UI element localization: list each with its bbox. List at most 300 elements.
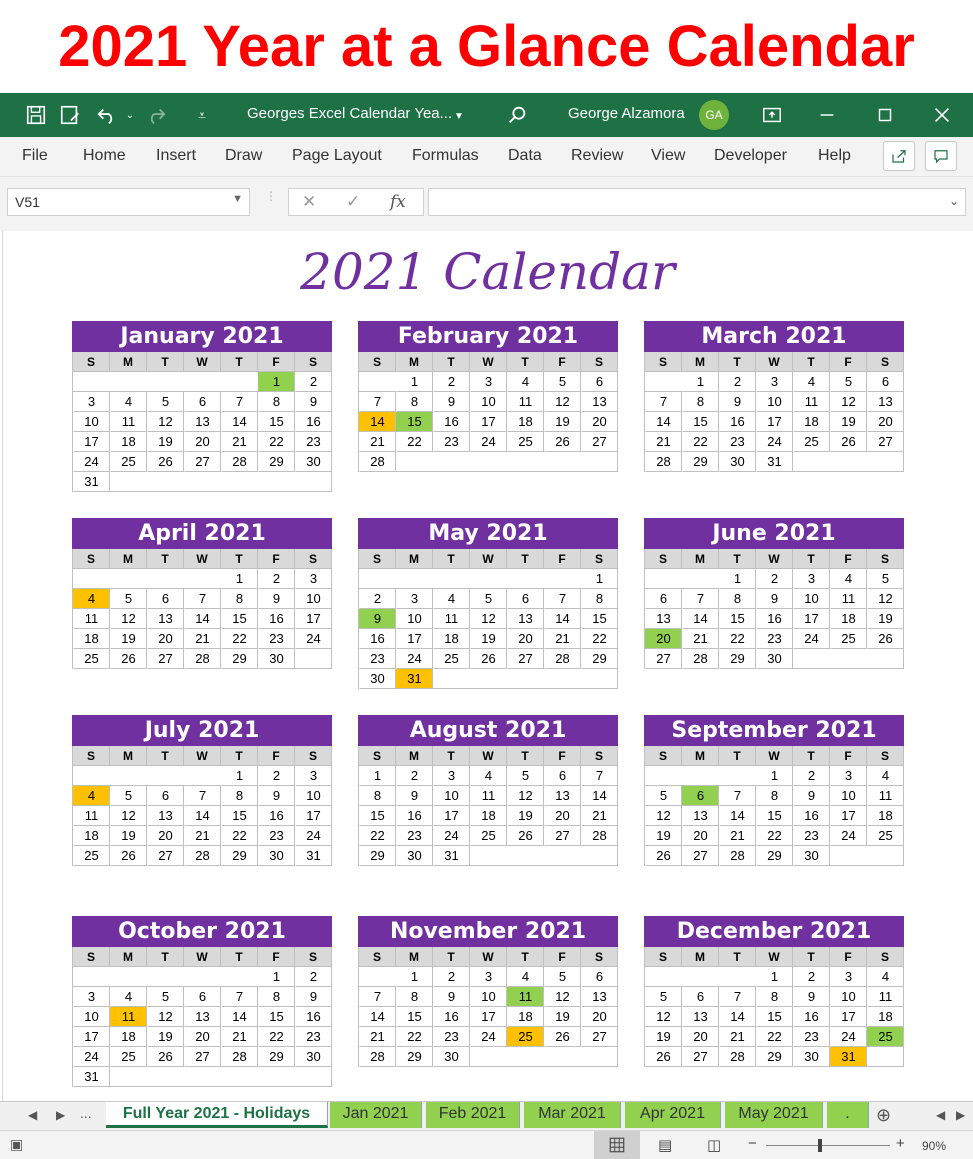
day-cell[interactable]: 15 [719,609,756,629]
day-cell[interactable]: 6 [147,589,184,609]
day-cell[interactable]: 26 [867,629,904,649]
weekday-header[interactable]: W [184,352,221,372]
empty-cell[interactable] [682,766,719,786]
weekday-header[interactable]: S [359,746,396,766]
day-cell[interactable]: 9 [396,786,433,806]
empty-cell[interactable] [184,766,221,786]
weekday-header[interactable]: S [73,352,110,372]
day-cell[interactable]: 28 [645,452,682,472]
empty-cell[interactable] [147,1067,184,1087]
empty-cell[interactable] [507,1047,544,1067]
day-cell[interactable]: 27 [682,846,719,866]
doc-title-dropdown-icon[interactable]: ▼ [454,110,464,122]
day-cell[interactable]: 6 [682,987,719,1007]
day-cell[interactable]: 13 [581,987,618,1007]
day-cell[interactable]: 13 [147,609,184,629]
tab-more-left[interactable]: ... [80,1105,92,1121]
day-cell[interactable]: 5 [147,392,184,412]
day-cell[interactable]: 11 [507,987,544,1007]
day-cell[interactable]: 22 [258,432,295,452]
empty-cell[interactable] [645,372,682,392]
day-cell[interactable]: 27 [645,649,682,669]
menu-insert[interactable]: Insert [156,147,197,164]
weekday-header[interactable]: S [295,746,332,766]
empty-cell[interactable] [470,846,507,866]
day-cell[interactable]: 16 [396,806,433,826]
day-cell[interactable]: 14 [645,412,682,432]
day-cell[interactable]: 24 [830,1027,867,1047]
day-cell[interactable]: 28 [184,649,221,669]
day-cell[interactable]: 18 [793,412,830,432]
day-cell[interactable]: 4 [507,967,544,987]
day-cell[interactable]: 16 [295,412,332,432]
day-cell[interactable]: 15 [756,1007,793,1027]
day-cell[interactable]: 9 [719,392,756,412]
empty-cell[interactable] [645,967,682,987]
day-cell[interactable]: 31 [73,472,110,492]
empty-cell[interactable] [295,649,332,669]
day-cell[interactable]: 10 [433,786,470,806]
empty-cell[interactable] [258,472,295,492]
day-cell[interactable]: 3 [793,569,830,589]
weekday-header[interactable]: S [867,352,904,372]
day-cell[interactable]: 19 [507,806,544,826]
day-cell[interactable]: 8 [221,786,258,806]
day-cell[interactable]: 22 [221,629,258,649]
day-cell[interactable]: 29 [581,649,618,669]
day-cell[interactable]: 13 [544,786,581,806]
day-cell[interactable]: 17 [295,806,332,826]
day-cell[interactable]: 7 [682,589,719,609]
month-header[interactable]: February 2021 [358,321,618,352]
day-cell[interactable]: 29 [719,649,756,669]
day-cell[interactable]: 17 [470,412,507,432]
day-cell[interactable]: 27 [544,826,581,846]
day-cell[interactable]: 18 [73,629,110,649]
empty-cell[interactable] [184,372,221,392]
menu-data[interactable]: Data [508,147,542,164]
name-box[interactable] [7,188,250,216]
day-cell[interactable]: 18 [830,609,867,629]
day-cell[interactable]: 11 [793,392,830,412]
tab-full-year[interactable]: Full Year 2021 - Holidays [106,1102,328,1128]
day-cell[interactable]: 19 [645,826,682,846]
day-cell[interactable]: 9 [295,392,332,412]
day-cell[interactable]: 17 [433,806,470,826]
weekday-header[interactable]: S [73,947,110,967]
day-cell[interactable]: 16 [359,629,396,649]
empty-cell[interactable] [830,452,867,472]
day-cell[interactable]: 24 [73,452,110,472]
weekday-header[interactable]: S [359,352,396,372]
day-cell[interactable]: 18 [507,412,544,432]
day-cell[interactable]: 3 [756,372,793,392]
day-cell[interactable]: 18 [433,629,470,649]
day-cell[interactable]: 4 [110,392,147,412]
day-cell[interactable]: 30 [719,452,756,472]
day-cell[interactable]: 25 [110,452,147,472]
weekday-header[interactable]: S [645,746,682,766]
day-cell[interactable]: 6 [184,987,221,1007]
name-box-dropdown-icon[interactable]: ▼ [232,193,243,205]
day-cell[interactable]: 4 [73,786,110,806]
tab-feb[interactable]: Feb 2021 [426,1102,520,1128]
day-cell[interactable]: 9 [258,786,295,806]
day-cell[interactable]: 14 [544,609,581,629]
day-cell[interactable]: 24 [295,826,332,846]
empty-cell[interactable] [221,1067,258,1087]
undo-icon[interactable] [95,103,119,127]
day-cell[interactable]: 27 [682,1047,719,1067]
empty-cell[interactable] [507,569,544,589]
empty-cell[interactable] [147,967,184,987]
drag-handle-icon[interactable]: ⋮ [265,189,277,203]
weekday-header[interactable]: S [867,947,904,967]
day-cell[interactable]: 19 [147,1027,184,1047]
day-cell[interactable]: 1 [221,569,258,589]
day-cell[interactable]: 26 [470,649,507,669]
day-cell[interactable]: 1 [359,766,396,786]
empty-cell[interactable] [830,846,867,866]
weekday-header[interactable]: T [793,746,830,766]
day-cell[interactable]: 30 [359,669,396,689]
day-cell[interactable]: 28 [581,826,618,846]
day-cell[interactable]: 12 [507,786,544,806]
weekday-header[interactable]: T [433,352,470,372]
weekday-header[interactable]: T [147,746,184,766]
empty-cell[interactable] [359,372,396,392]
day-cell[interactable]: 18 [507,1007,544,1027]
day-cell[interactable]: 31 [396,669,433,689]
worksheet[interactable] [2,231,971,1101]
day-cell[interactable]: 10 [470,987,507,1007]
day-cell[interactable]: 7 [221,987,258,1007]
day-cell[interactable]: 21 [719,1027,756,1047]
day-cell[interactable]: 28 [221,1047,258,1067]
hscroll-left-icon[interactable]: ◀ [936,1108,946,1122]
redo-icon[interactable] [144,103,168,127]
day-cell[interactable]: 3 [295,766,332,786]
day-cell[interactable]: 20 [147,826,184,846]
day-cell[interactable]: 5 [110,786,147,806]
empty-cell[interactable] [221,372,258,392]
weekday-header[interactable]: S [359,549,396,569]
day-cell[interactable]: 16 [258,609,295,629]
day-cell[interactable]: 17 [830,1007,867,1027]
day-cell[interactable]: 8 [719,589,756,609]
day-cell[interactable]: 29 [396,1047,433,1067]
day-cell[interactable]: 11 [433,609,470,629]
weekday-header[interactable]: F [830,352,867,372]
day-cell[interactable]: 31 [295,846,332,866]
day-cell[interactable]: 23 [295,1027,332,1047]
weekday-header[interactable]: S [867,549,904,569]
menu-file[interactable]: File [22,147,48,164]
weekday-header[interactable]: T [793,947,830,967]
weekday-header[interactable]: T [147,947,184,967]
day-cell[interactable]: 19 [110,629,147,649]
customize-toolbar-icon[interactable]: ⩡ [198,106,206,123]
day-cell[interactable]: 15 [359,806,396,826]
day-cell[interactable]: 21 [359,432,396,452]
day-cell[interactable]: 29 [756,846,793,866]
day-cell[interactable]: 2 [433,372,470,392]
empty-cell[interactable] [470,569,507,589]
weekday-header[interactable]: M [110,947,147,967]
day-cell[interactable]: 27 [184,1047,221,1067]
day-cell[interactable]: 18 [470,806,507,826]
empty-cell[interactable] [396,569,433,589]
day-cell[interactable]: 8 [221,589,258,609]
day-cell[interactable]: 12 [544,392,581,412]
day-cell[interactable]: 22 [396,432,433,452]
cancel-icon[interactable]: ✕ [302,192,317,211]
empty-cell[interactable] [184,472,221,492]
day-cell[interactable]: 6 [507,589,544,609]
day-cell[interactable]: 28 [682,649,719,669]
weekday-header[interactable]: T [507,352,544,372]
day-cell[interactable]: 20 [645,629,682,649]
day-cell[interactable]: 27 [581,432,618,452]
day-cell[interactable]: 15 [682,412,719,432]
day-cell[interactable]: 2 [793,967,830,987]
day-cell[interactable]: 6 [581,372,618,392]
empty-cell[interactable] [581,1047,618,1067]
day-cell[interactable]: 9 [793,987,830,1007]
day-cell[interactable]: 19 [645,1027,682,1047]
day-cell[interactable]: 23 [258,629,295,649]
day-cell[interactable]: 27 [147,846,184,866]
day-cell[interactable]: 11 [110,1007,147,1027]
empty-cell[interactable] [147,569,184,589]
menu-formulas[interactable]: Formulas [412,147,479,164]
empty-cell[interactable] [470,452,507,472]
day-cell[interactable]: 3 [396,589,433,609]
day-cell[interactable]: 19 [110,826,147,846]
page-break-view-icon[interactable]: ◫ [707,1137,722,1154]
day-cell[interactable]: 10 [73,412,110,432]
day-cell[interactable]: 23 [433,432,470,452]
day-cell[interactable]: 29 [682,452,719,472]
day-cell[interactable]: 8 [258,392,295,412]
day-cell[interactable]: 11 [507,392,544,412]
day-cell[interactable]: 2 [793,766,830,786]
day-cell[interactable]: 19 [867,609,904,629]
tab-apr[interactable]: Apr 2021 [625,1102,721,1128]
day-cell[interactable]: 2 [295,372,332,392]
empty-cell[interactable] [544,569,581,589]
empty-cell[interactable] [507,452,544,472]
day-cell[interactable]: 3 [470,967,507,987]
day-cell[interactable]: 15 [756,806,793,826]
day-cell[interactable]: 25 [470,826,507,846]
day-cell[interactable]: 1 [221,766,258,786]
day-cell[interactable]: 22 [396,1027,433,1047]
day-cell[interactable]: 11 [110,412,147,432]
day-cell[interactable]: 19 [470,629,507,649]
day-cell[interactable]: 3 [433,766,470,786]
day-cell[interactable]: 27 [507,649,544,669]
month-header[interactable]: March 2021 [644,321,904,352]
day-cell[interactable]: 15 [221,806,258,826]
day-cell[interactable]: 27 [184,452,221,472]
weekday-header[interactable]: S [867,746,904,766]
day-cell[interactable]: 4 [110,987,147,1007]
month-header[interactable]: August 2021 [358,715,618,746]
weekday-header[interactable]: M [110,746,147,766]
day-cell[interactable]: 22 [756,1027,793,1047]
weekday-header[interactable]: M [682,746,719,766]
empty-cell[interactable] [470,1047,507,1067]
day-cell[interactable]: 8 [756,987,793,1007]
empty-cell[interactable] [359,967,396,987]
empty-cell[interactable] [221,472,258,492]
weekday-header[interactable]: S [359,947,396,967]
day-cell[interactable]: 23 [793,826,830,846]
day-cell[interactable]: 6 [581,967,618,987]
day-cell[interactable]: 25 [793,432,830,452]
weekday-header[interactable]: T [793,549,830,569]
day-cell[interactable]: 10 [830,987,867,1007]
day-cell[interactable]: 13 [147,806,184,826]
day-cell[interactable]: 8 [581,589,618,609]
month-header[interactable]: June 2021 [644,518,904,549]
day-cell[interactable]: 13 [507,609,544,629]
day-cell[interactable]: 28 [359,452,396,472]
weekday-header[interactable]: T [221,746,258,766]
day-cell[interactable]: 12 [830,392,867,412]
save-as-icon[interactable] [58,103,82,127]
weekday-header[interactable]: F [830,947,867,967]
day-cell[interactable]: 10 [470,392,507,412]
weekday-header[interactable]: M [682,352,719,372]
day-cell[interactable]: 14 [359,1007,396,1027]
day-cell[interactable]: 8 [682,392,719,412]
weekday-header[interactable]: F [544,549,581,569]
day-cell[interactable]: 10 [295,589,332,609]
weekday-header[interactable]: T [433,746,470,766]
day-cell[interactable]: 5 [147,987,184,1007]
day-cell[interactable]: 7 [184,786,221,806]
day-cell[interactable]: 5 [867,569,904,589]
day-cell[interactable]: 6 [645,589,682,609]
day-cell[interactable]: 1 [258,967,295,987]
day-cell[interactable]: 14 [359,412,396,432]
day-cell[interactable]: 25 [433,649,470,669]
empty-cell[interactable] [645,766,682,786]
day-cell[interactable]: 14 [221,1007,258,1027]
maximize-icon[interactable] [873,103,897,127]
day-cell[interactable]: 15 [258,1007,295,1027]
empty-cell[interactable] [184,1067,221,1087]
day-cell[interactable]: 26 [110,846,147,866]
weekday-header[interactable]: M [682,947,719,967]
weekday-header[interactable]: S [73,746,110,766]
insert-function-icon[interactable]: fx [390,192,406,212]
day-cell[interactable]: 1 [581,569,618,589]
menu-developer[interactable]: Developer [714,147,787,164]
weekday-header[interactable]: F [258,746,295,766]
day-cell[interactable]: 13 [682,806,719,826]
day-cell[interactable]: 25 [867,1027,904,1047]
month-header[interactable]: September 2021 [644,715,904,746]
day-cell[interactable]: 7 [359,987,396,1007]
month-header[interactable]: October 2021 [72,916,332,947]
day-cell[interactable]: 29 [221,649,258,669]
day-cell[interactable]: 7 [719,987,756,1007]
weekday-header[interactable]: T [433,947,470,967]
day-cell[interactable]: 18 [73,826,110,846]
day-cell[interactable]: 21 [359,1027,396,1047]
empty-cell[interactable] [73,569,110,589]
day-cell[interactable]: 25 [507,1027,544,1047]
day-cell[interactable]: 8 [756,786,793,806]
day-cell[interactable]: 20 [581,1007,618,1027]
weekday-header[interactable]: T [507,549,544,569]
day-cell[interactable]: 14 [719,806,756,826]
day-cell[interactable]: 17 [73,1027,110,1047]
empty-cell[interactable] [867,846,904,866]
day-cell[interactable]: 13 [682,1007,719,1027]
weekday-header[interactable]: W [756,947,793,967]
day-cell[interactable]: 28 [719,846,756,866]
day-cell[interactable]: 15 [396,412,433,432]
day-cell[interactable]: 31 [830,1047,867,1067]
weekday-header[interactable]: F [830,746,867,766]
day-cell[interactable]: 11 [830,589,867,609]
weekday-header[interactable]: S [73,549,110,569]
day-cell[interactable]: 2 [433,967,470,987]
day-cell[interactable]: 5 [110,589,147,609]
weekday-header[interactable]: T [793,352,830,372]
day-cell[interactable]: 16 [756,609,793,629]
day-cell[interactable]: 5 [507,766,544,786]
share-button[interactable] [883,141,915,171]
document-title[interactable]: Georges Excel Calendar Yea... [247,105,453,122]
day-cell[interactable]: 24 [830,826,867,846]
weekday-header[interactable]: W [756,549,793,569]
day-cell[interactable]: 11 [73,609,110,629]
day-cell[interactable]: 10 [830,786,867,806]
day-cell[interactable]: 15 [258,412,295,432]
expand-formula-bar-icon[interactable]: ⌄ [948,194,959,208]
day-cell[interactable]: 26 [544,432,581,452]
day-cell[interactable]: 7 [184,589,221,609]
day-cell[interactable]: 26 [544,1027,581,1047]
weekday-header[interactable]: T [221,352,258,372]
weekday-header[interactable]: M [110,549,147,569]
day-cell[interactable]: 17 [295,609,332,629]
day-cell[interactable]: 19 [830,412,867,432]
empty-cell[interactable] [581,846,618,866]
tab-more-right[interactable]: . [827,1102,869,1128]
day-cell[interactable]: 26 [830,432,867,452]
day-cell[interactable]: 23 [295,432,332,452]
day-cell[interactable]: 22 [221,826,258,846]
day-cell[interactable]: 26 [645,846,682,866]
day-cell[interactable]: 20 [184,432,221,452]
day-cell[interactable]: 11 [73,806,110,826]
day-cell[interactable]: 30 [258,649,295,669]
enter-icon[interactable]: ✓ [346,192,361,211]
day-cell[interactable]: 9 [258,589,295,609]
weekday-header[interactable]: M [396,947,433,967]
day-cell[interactable]: 14 [719,1007,756,1027]
weekday-header[interactable]: W [184,549,221,569]
day-cell[interactable]: 12 [470,609,507,629]
day-cell[interactable]: 24 [396,649,433,669]
day-cell[interactable]: 21 [221,1027,258,1047]
